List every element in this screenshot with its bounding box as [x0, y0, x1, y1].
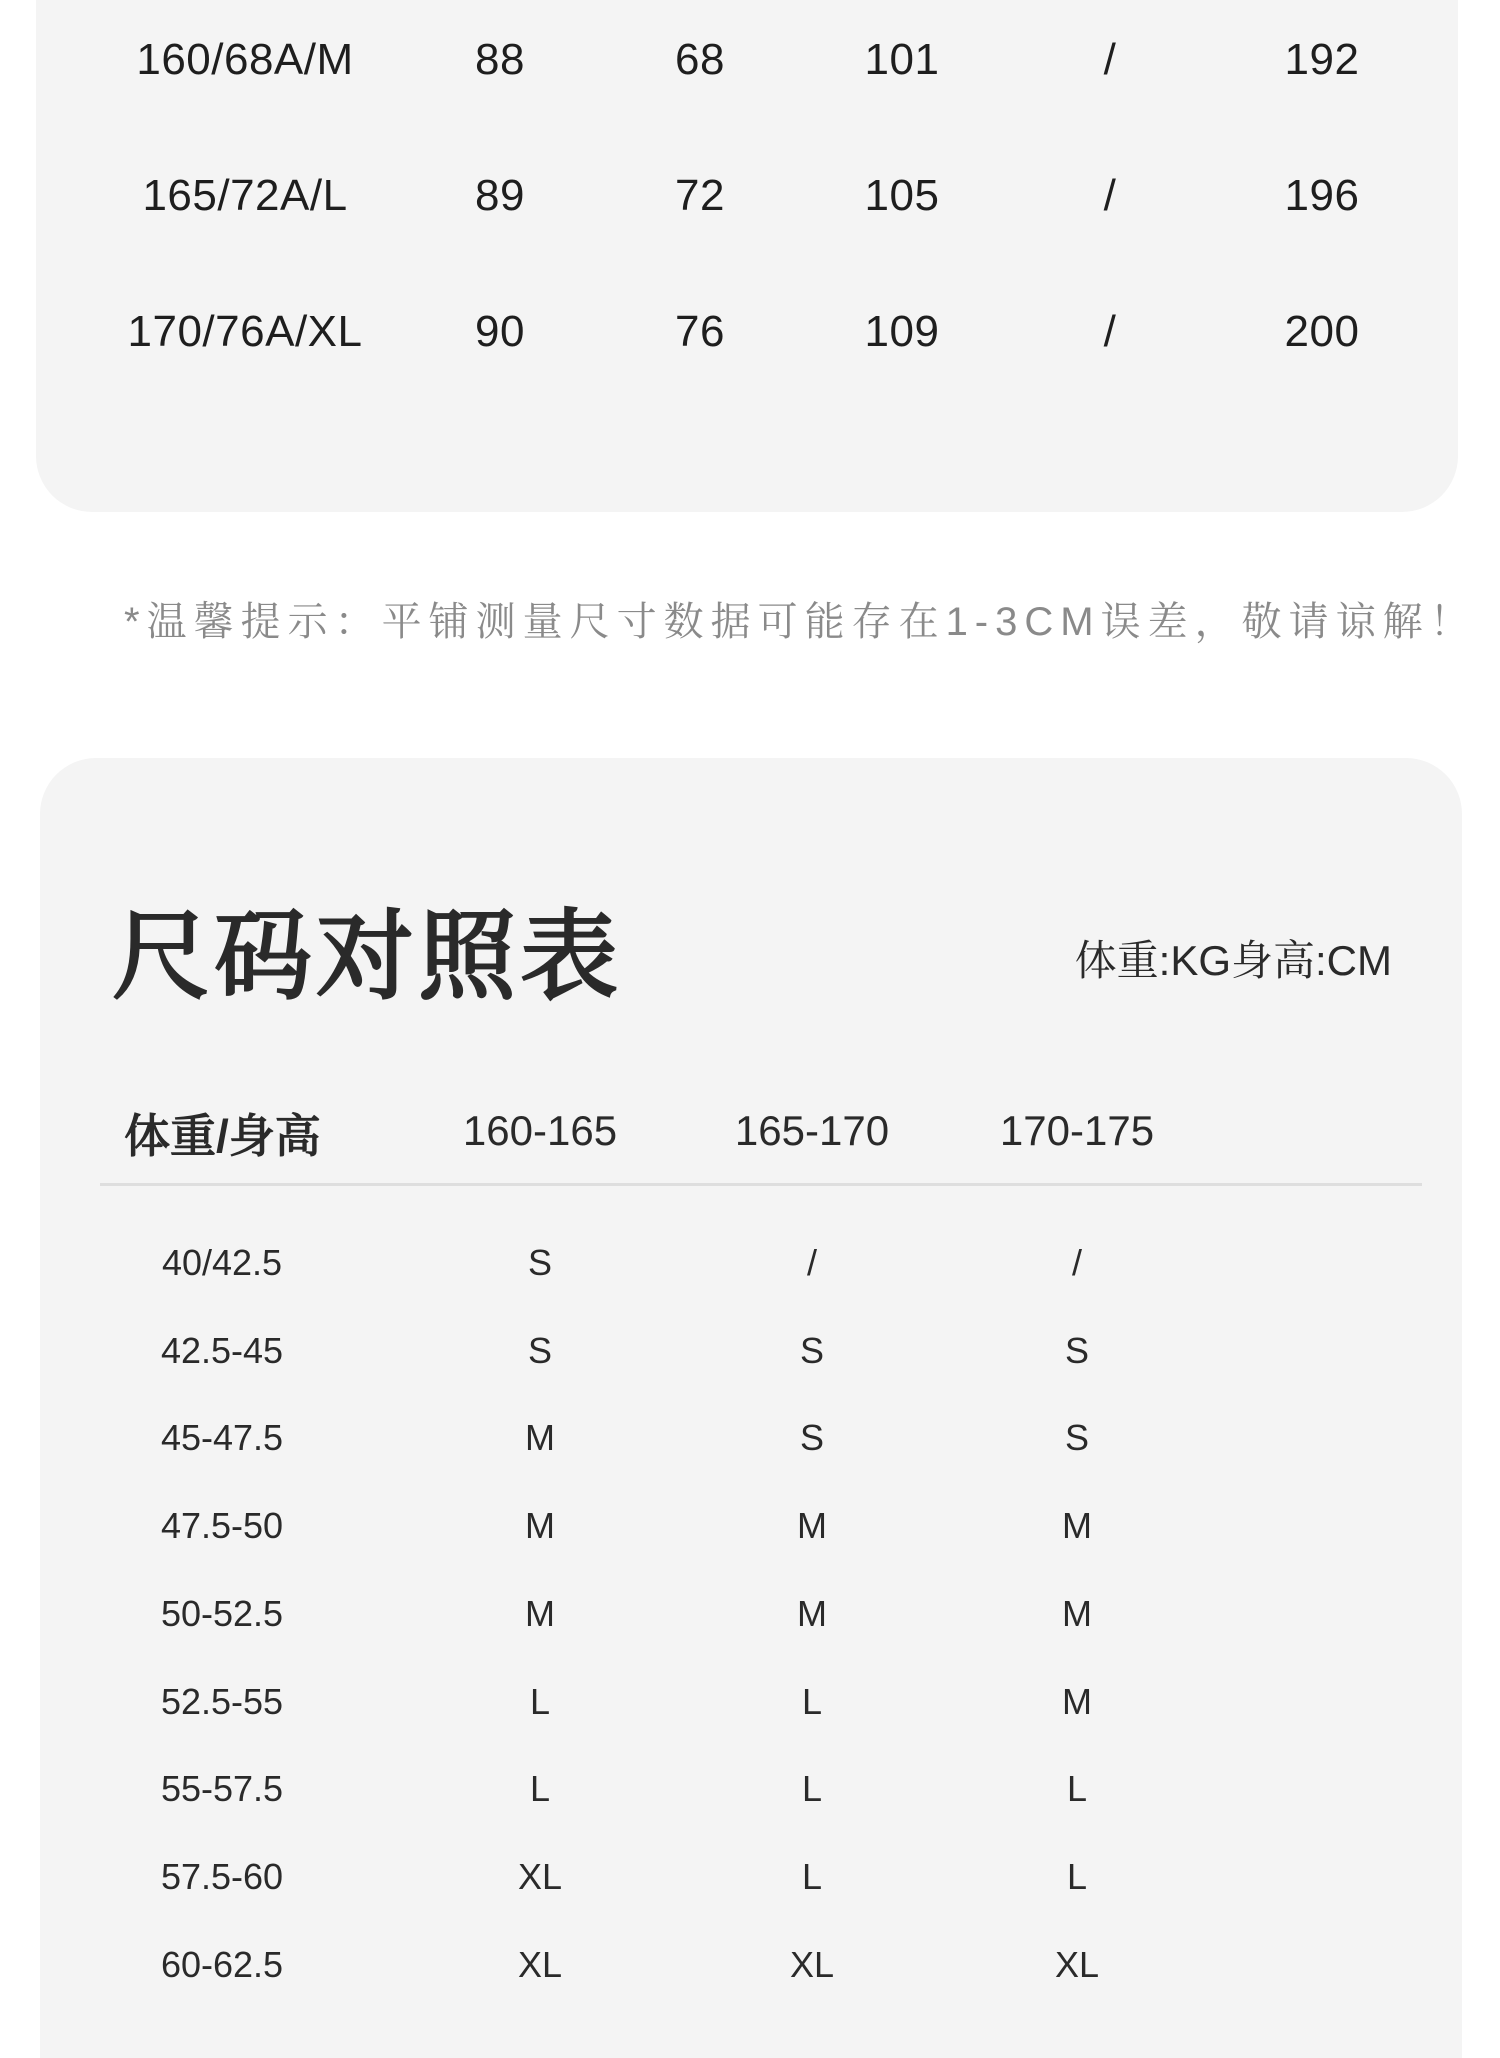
- size-chart-row-label: 60-62.5: [160, 1943, 284, 1985]
- size-chart-header-label: 体重/身高: [124, 1110, 321, 1162]
- measurement-tip: *温馨提示：平铺测量尺寸数据可能存在1-3CM误差，敬请谅解！: [124, 600, 1477, 644]
- size-chart-row-label: 57.5-60: [160, 1855, 284, 1897]
- size-chart-row-label: 40/42.5: [161, 1242, 283, 1283]
- size-chart-cell: L: [801, 1680, 823, 1722]
- measurement-cell: /: [1103, 171, 1117, 220]
- size-chart-cell: XL: [517, 1943, 563, 1985]
- size-chart-cell: M: [1062, 1592, 1092, 1634]
- size-chart-row-label: 45-47.5: [160, 1417, 284, 1459]
- measurement-cell: 105: [864, 171, 940, 220]
- size-chart-cell: M: [1062, 1680, 1092, 1722]
- size-chart-cell: L: [1066, 1768, 1088, 1810]
- size-chart-cell: S: [1064, 1329, 1090, 1371]
- size-chart-cell: S: [799, 1329, 825, 1371]
- size-chart-cell: /: [1071, 1242, 1083, 1283]
- measurement-cell: 76: [675, 307, 725, 356]
- size-chart-cell: M: [797, 1505, 827, 1547]
- size-chart-cell: M: [1062, 1505, 1092, 1547]
- measurement-cell: 68: [675, 35, 725, 84]
- measurement-size-label: 170/76A/XL: [127, 307, 363, 356]
- size-chart-cell: L: [1066, 1855, 1088, 1897]
- size-chart-divider: [100, 1183, 1422, 1186]
- measurement-cell: 88: [475, 35, 525, 84]
- size-chart-column-header: 170-175: [999, 1107, 1155, 1154]
- size-chart-row-label: 50-52.5: [160, 1592, 284, 1634]
- size-chart-cell: XL: [517, 1855, 563, 1897]
- measurement-cell: /: [1103, 35, 1117, 84]
- size-chart-cell: XL: [1054, 1943, 1100, 1985]
- size-chart-row-label: 52.5-55: [160, 1680, 284, 1722]
- size-chart-cell: M: [797, 1592, 827, 1634]
- measurement-cell: 196: [1284, 171, 1360, 220]
- size-chart-cell: L: [529, 1768, 551, 1810]
- size-chart-cell: S: [527, 1242, 553, 1283]
- size-chart-cell: L: [801, 1855, 823, 1897]
- size-chart-cell: XL: [789, 1943, 835, 1985]
- size-chart-units: 体重:KG身高:CM: [1074, 937, 1392, 984]
- measurement-size-label: 165/72A/L: [142, 171, 348, 220]
- size-chart-cell: L: [529, 1680, 551, 1722]
- measurement-size-label: 160/68A/M: [136, 35, 354, 84]
- size-chart-cell: S: [799, 1417, 825, 1459]
- size-chart-title: 尺码对照表: [112, 901, 623, 1011]
- size-chart-row-label: 47.5-50: [160, 1505, 284, 1547]
- measurement-cell: 192: [1284, 35, 1360, 84]
- size-chart-cell: M: [525, 1592, 555, 1634]
- size-chart-cell: M: [525, 1505, 555, 1547]
- measurement-cell: 101: [864, 35, 940, 84]
- size-chart-row-label: 42.5-45: [160, 1329, 284, 1371]
- size-chart-column-header: 160-165: [462, 1107, 618, 1154]
- size-chart-cell: /: [806, 1242, 818, 1283]
- size-chart-row-label: 55-57.5: [160, 1768, 284, 1810]
- size-chart-column-header: 165-170: [734, 1107, 890, 1154]
- measurement-cell: 89: [475, 171, 525, 220]
- measurement-cell: 90: [475, 307, 525, 356]
- measurement-cell: 72: [675, 171, 725, 220]
- size-chart-cell: M: [525, 1417, 555, 1459]
- size-chart-cell: S: [1064, 1417, 1090, 1459]
- size-chart-cell: L: [801, 1768, 823, 1810]
- measurement-cell: 109: [864, 307, 940, 356]
- size-chart-cell: S: [527, 1329, 553, 1371]
- measurement-cell: 200: [1284, 307, 1360, 356]
- measurement-cell: /: [1103, 307, 1117, 356]
